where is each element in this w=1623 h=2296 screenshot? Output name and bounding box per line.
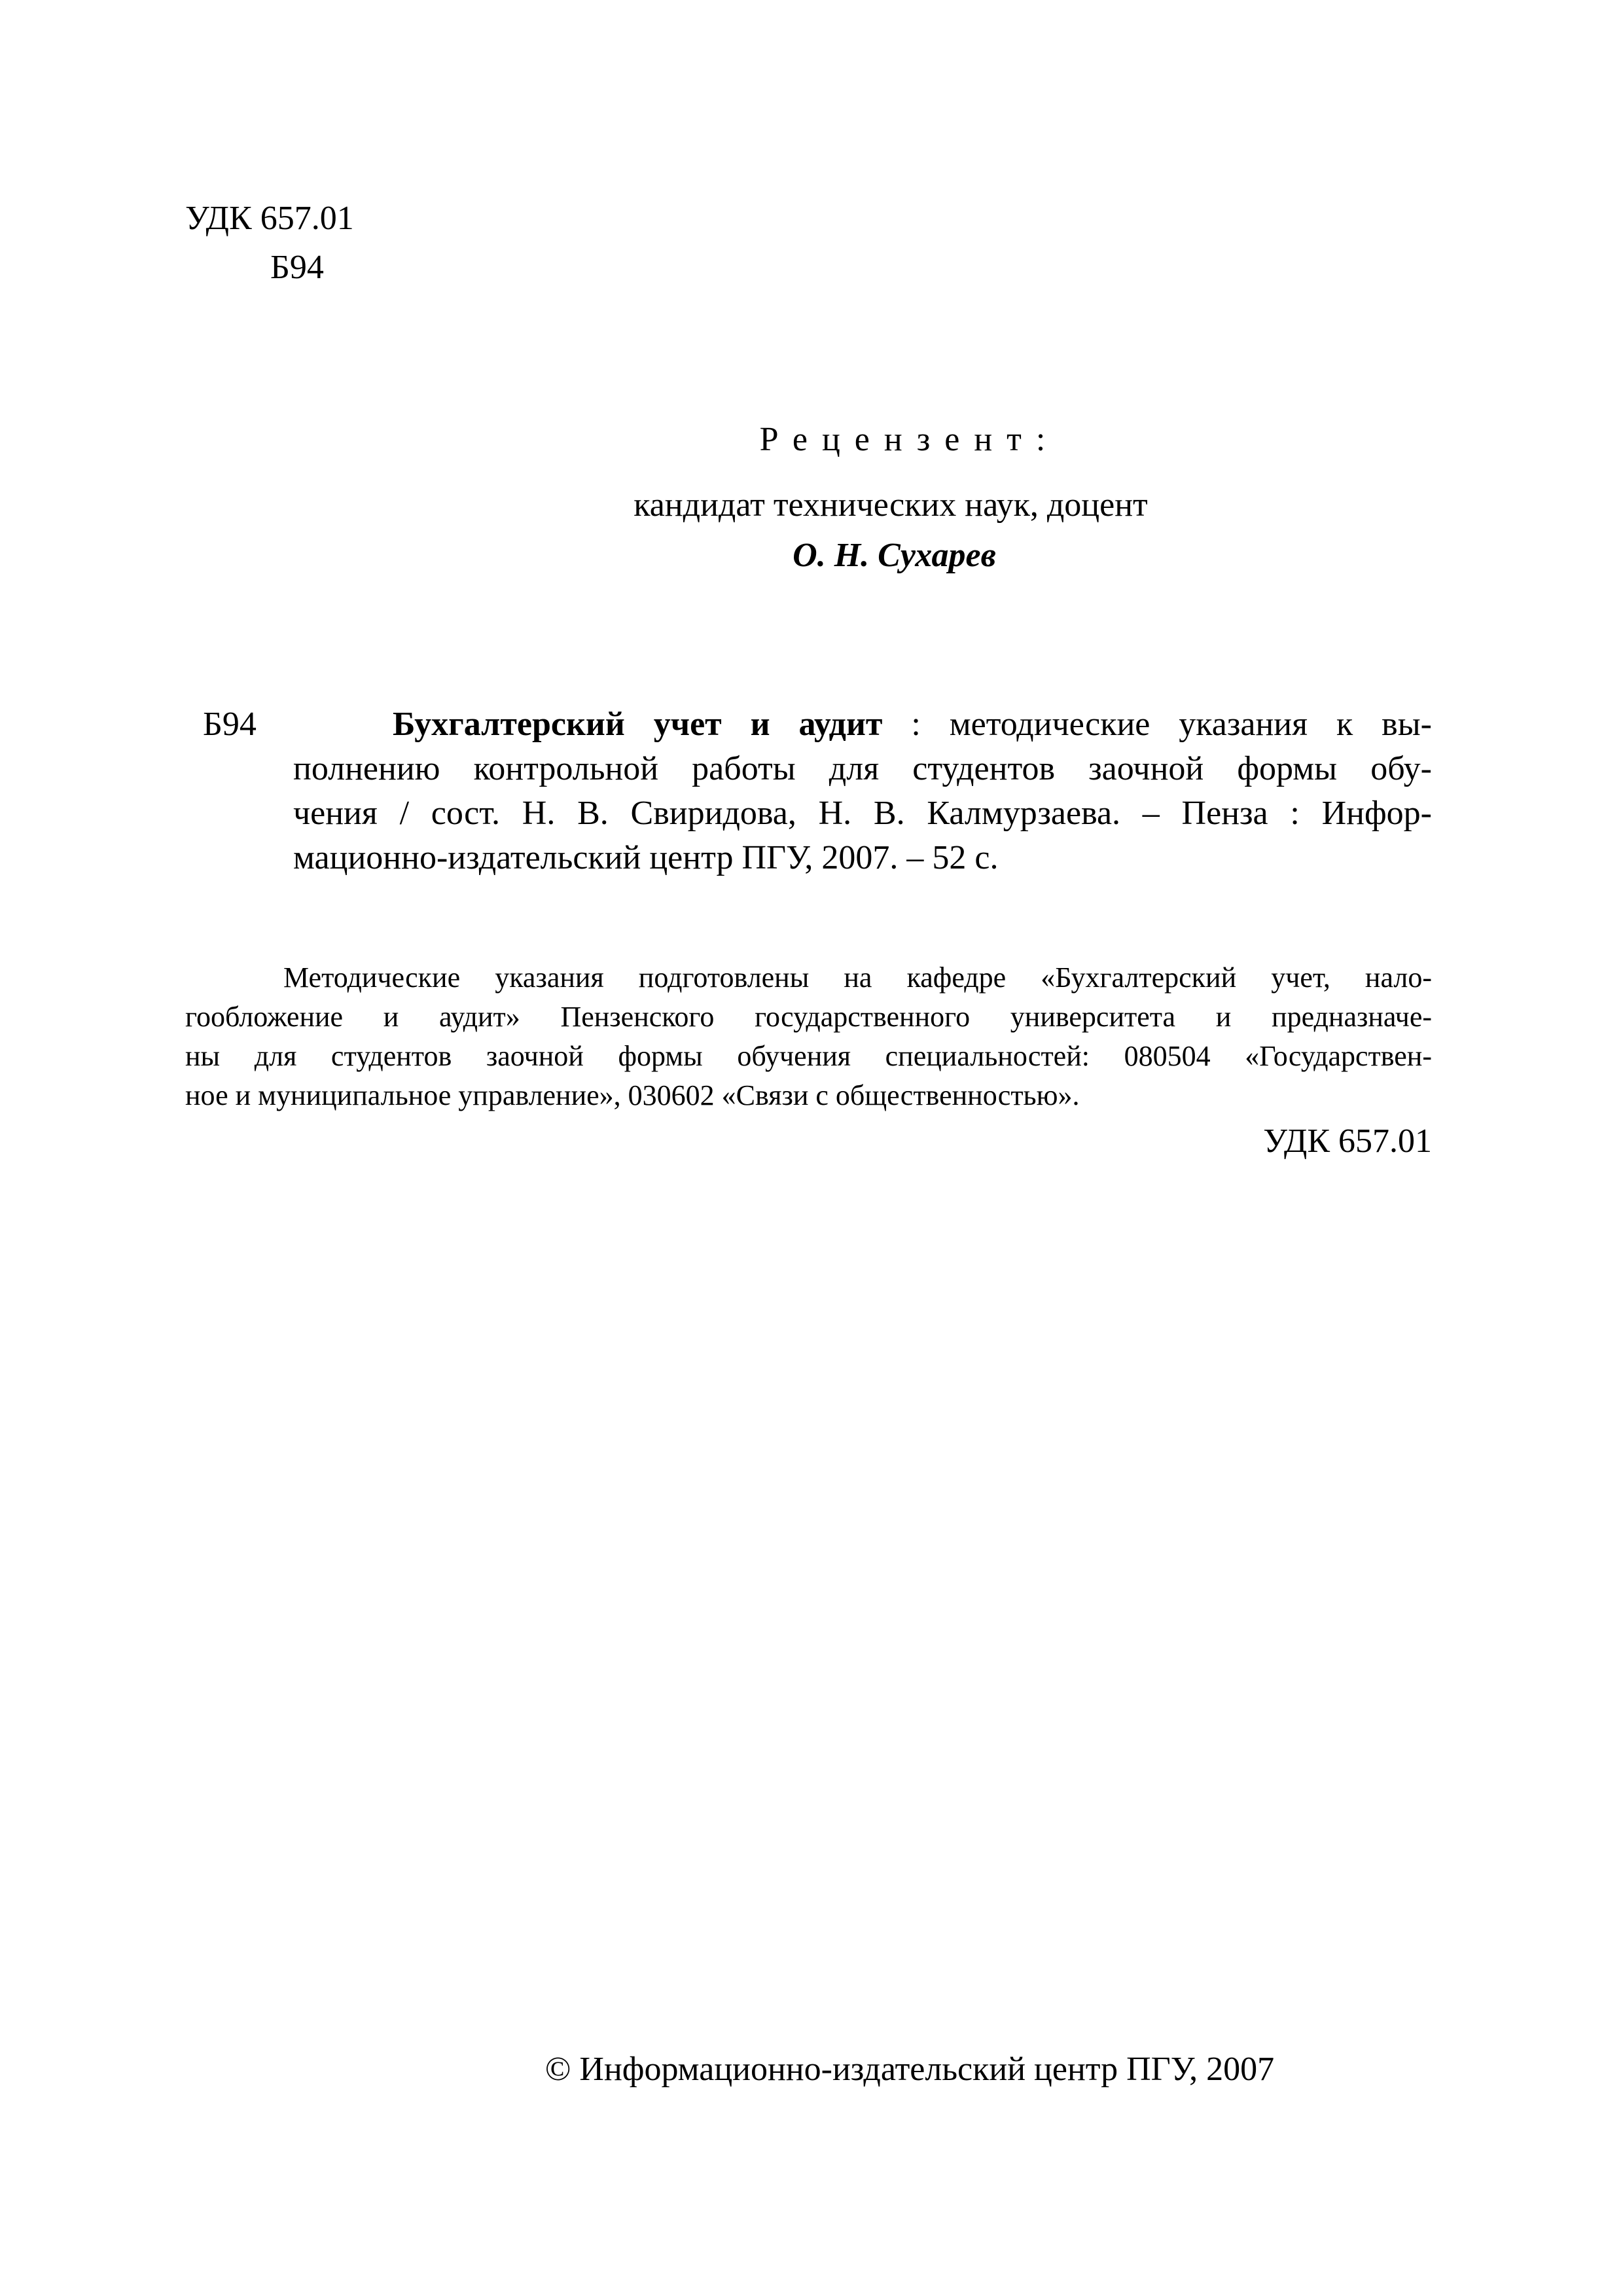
udk-code-bottom: УДК 657.01 (1263, 1122, 1432, 1160)
annotation-line-3: ны для студентов заочной формы обучения специальностей: 080504 «Государствен- (185, 1040, 1432, 1072)
bibliography-line-1-rest: : методические указания к вы- (882, 706, 1432, 743)
reviewer-heading: Рецензент: (759, 421, 1060, 458)
annotation-line-2: гообложение и аудит» Пензенского государственного университета и предназначе- (185, 1001, 1432, 1033)
bibliography-line-4: мационно-издательский центр ПГУ, 2007. – 52 с. (293, 839, 999, 876)
reviewer-title: кандидат технических наук, доцент (633, 486, 1148, 524)
reviewer-name: О. Н. Сухарев (793, 537, 996, 574)
annotation-line-1: Методические указания подготовлены на кафедре «Бухгалтерский учет, нало- (283, 961, 1432, 994)
bibliography-line-3: чения / сост. Н. В. Свиридова, Н. В. Калмурзаева. – Пенза : Инфор- (293, 795, 1432, 832)
bibliography-title: Бухгалтерский учет и аудит (393, 706, 883, 743)
bibliography-author-sign: Б94 (203, 706, 257, 743)
author-sign-top: Б94 (270, 249, 324, 286)
copyright-notice: © Информационно-издательский центр ПГУ, 2007 (544, 2051, 1275, 2088)
bibliography-line-1 (393, 704, 1432, 745)
udk-code-top: УДК 657.01 (185, 200, 354, 237)
bibliography-line-2: полнению контрольной работы для студентов заочной формы обу- (293, 750, 1432, 787)
annotation-line-4: ное и муниципальное управление», 030602 «Связи с общественностью». (185, 1079, 1080, 1111)
